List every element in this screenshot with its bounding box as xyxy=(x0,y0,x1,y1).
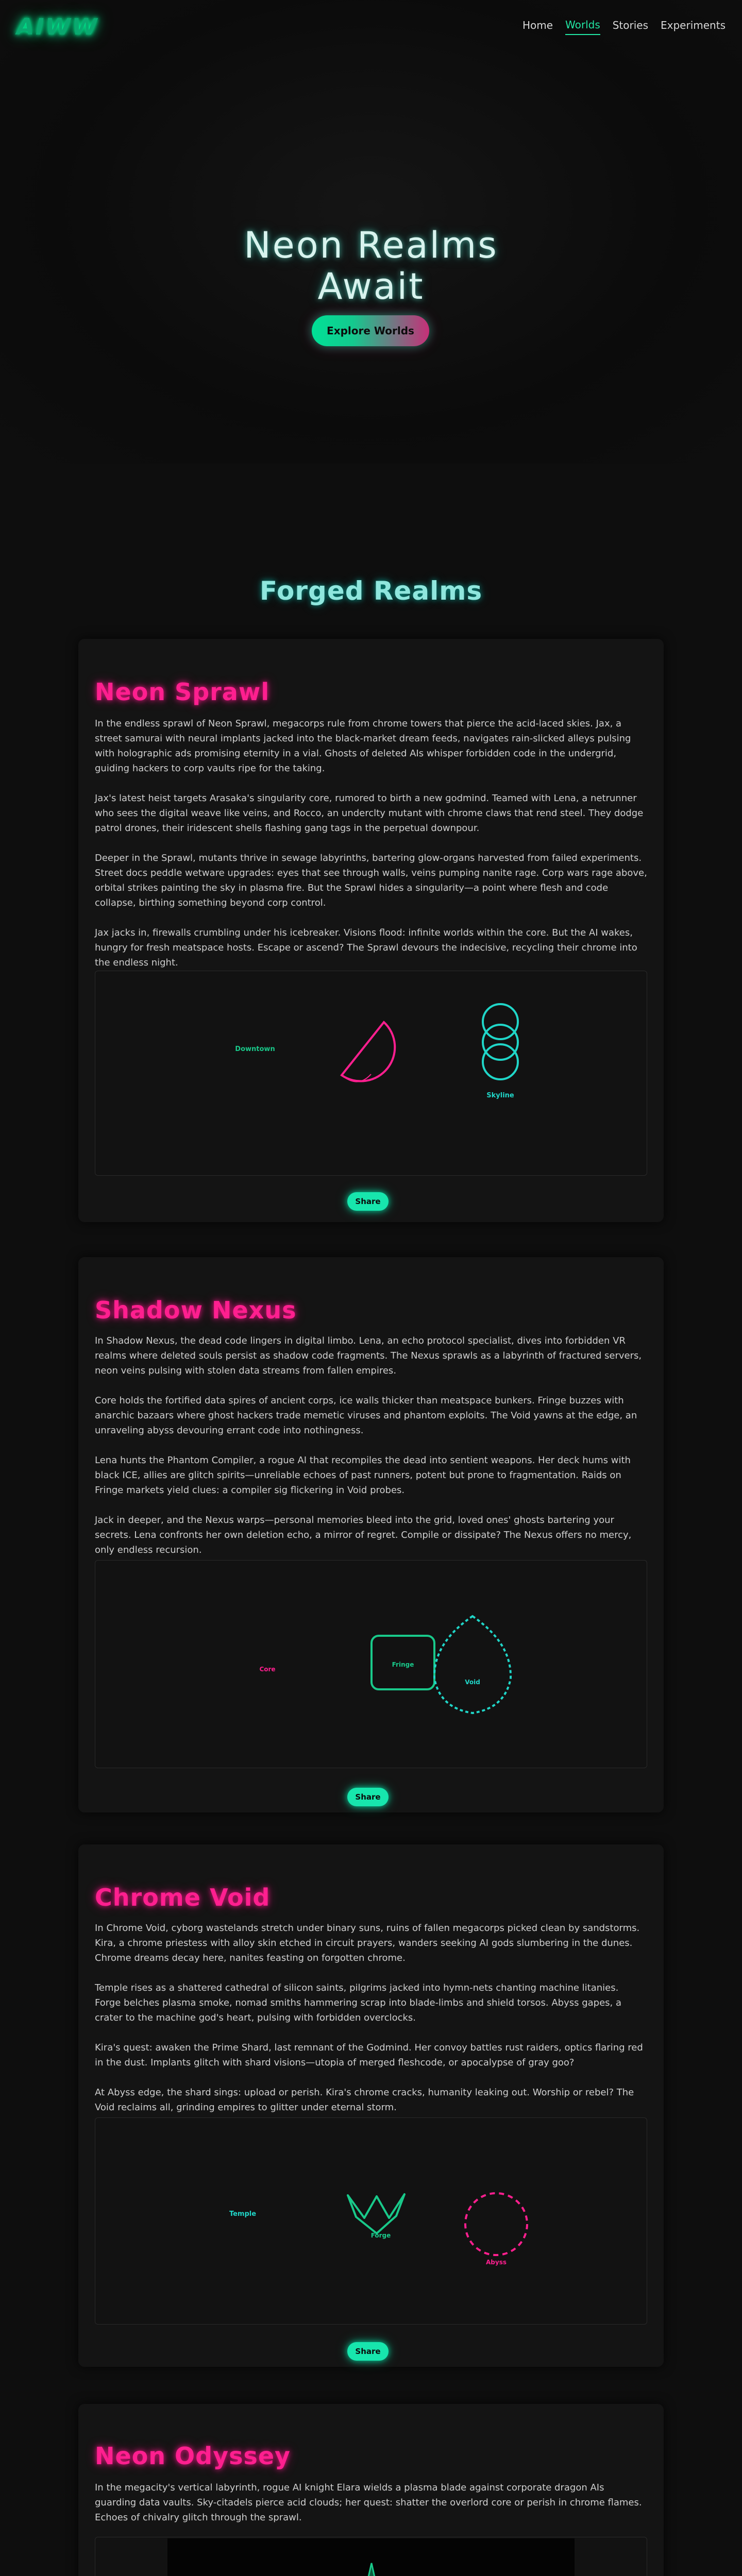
world-paragraph: Kira's quest: awaken the Prime Shard, last remnant of the Godmind. Her convoy battles rust raiders, optics flaring red in the dust. Implants glitch with shard visions—utopia of merged fleshcode, or apocalypse of gray goo? xyxy=(95,2042,643,2068)
share-button[interactable]: Share xyxy=(347,1192,389,1211)
site-logo[interactable]: AIWW xyxy=(16,13,99,40)
main-nav xyxy=(522,19,726,35)
world-paragraph: Temple rises as a shattered cathedral of silicon saints, pilgrims jacked into hymn-nets chanting machine litanies. Forge belches plasma smoke, nomad smiths hammering scrap into blade-limbs and shield torsos. Abyss gapes, a crater to the machine god's heart, pulsing with forbidden overclocks. xyxy=(95,1982,622,2023)
nav-experiments[interactable]: Experiments xyxy=(661,19,726,31)
section-title: Forged Realms xyxy=(259,576,483,606)
world-description xyxy=(95,1921,647,2130)
nav-stories[interactable]: Stories xyxy=(612,19,649,31)
hero-section xyxy=(0,0,742,464)
world-paragraph: Core holds the fortified data spires of ancient corps, ice walls thicker than meatspace bunkers. Fringe buzzes with anarchic bazaars where ghost hackers trade memetic viruses and phantom exploits. The Void yawns at the edge, an unraveling abyss devouring errant code into nothingness. xyxy=(95,1395,637,1436)
hero-title xyxy=(0,225,742,307)
scene-label-core: Core xyxy=(259,1666,276,1673)
world-paragraph: In the megacity's vertical labyrinth, rogue AI knight Elara wields a plasma blade against corporate dragon AIs guarding data vaults. Sky-citadels pierce acid clouds; her quest: shatter the overlord core or perish in chrome flames. Echoes of chivalry glitch through the sprawl. xyxy=(95,2482,642,2523)
world-paragraph: Deeper in the Sprawl, mutants thrive in sewage labyrinths, bartering glow-organs harvested from failed experiments. Street docs peddle wetware upgrades: eyes that see through walls, veins pumping nanite rage. Corp wars rage above, orbital strikes painting the sky in plasma fire. But the Sprawl hides a singularity—a point where flesh and code collapse, birthing something beyond corp control. xyxy=(95,853,647,908)
scene-canvas xyxy=(95,1561,648,1769)
world-paragraph: Jack in deeper, and the Nexus warps—personal memories bleed into the grid, loved ones' ghosts bartering your secrets. Lena confronts her own deletion echo, a mirror of regret. Compile or dissipate? The Nexus offers no mercy, only endless recursion. xyxy=(95,1515,632,1555)
explore-worlds-button[interactable]: Explore Worlds xyxy=(312,315,429,346)
world-paragraph: In Shadow Nexus, the dead code lingers in digital limbo. Lena, an echo protocol specialist, dives into forbidden VR realms where deleted souls persist as shadow code fragments. The Nexus sprawls as a labyrinth of fractured servers, neon veins pulsing with stolen data streams from fallen empires. xyxy=(95,1335,642,1376)
skyline-ring-bottom xyxy=(483,1044,518,1079)
hero-title-line1: Neon Realms xyxy=(244,224,498,266)
world-scene[interactable] xyxy=(95,1560,647,1768)
downtown-shape xyxy=(342,1022,395,1081)
world-title: Shadow Nexus xyxy=(95,1296,297,1324)
world-title: Chrome Void xyxy=(95,1884,271,1911)
scene-label-forge: Forge xyxy=(370,2232,391,2239)
forge-shape xyxy=(348,2194,404,2233)
world-scene[interactable] xyxy=(95,971,647,1176)
world-paragraph: At Abyss edge, the shard sings: upload or perish. Kira's chrome cracks, humanity leaking out. Worship or rebel? The Void reclaims all, grinding empires to glitter under eternal storm. xyxy=(95,2087,634,2113)
skyline-ring-middle xyxy=(483,1025,518,1060)
world-card-neon-odyssey xyxy=(78,2404,664,2576)
world-paragraph: Lena hunts the Phantom Compiler, a rogue AI that recompiles the dead into sentient weapons. Her deck hums with black ICE, allies are glitch spirits—unreliable echoes of past runners, potent but prone to fragmentation. Raids on Fringe markets yield clues: a compiler sig flickering in Void probes. xyxy=(95,1455,631,1496)
world-title: Neon Sprawl xyxy=(95,678,270,706)
world-title: Neon Odyssey xyxy=(95,2442,291,2470)
site-header xyxy=(0,0,742,54)
scene-label-abyss: Abyss xyxy=(486,2259,507,2266)
scene-canvas xyxy=(95,2537,648,2576)
world-description xyxy=(95,716,647,985)
scene-label-skyline: Skyline xyxy=(486,1092,514,1099)
scene-canvas xyxy=(95,2118,648,2325)
world-paragraph: Jax jacks in, firewalls crumbling under his icebreaker. Visions flood: infinite worlds within the core. But the AI wakes, hungry for fresh meatspace hosts. Escape or ascend? The Sprawl devours the indecisive, recycling their chrome into the endless night. xyxy=(95,927,637,968)
share-button[interactable]: Share xyxy=(347,1788,389,1806)
scene-label-void: Void xyxy=(465,1679,480,1686)
world-paragraph: Jax's latest heist targets Arasaka's singularity core, rumored to birth a new godmind. Teamed with Lena, a netrunner who sees the digital weave like veins, and Rocco, an underclty mutant with chrome claws that rend steel. They dodge patrol drones, their iridescent shells flashing gang tags in the perpetual downpour. xyxy=(95,793,644,834)
void-shape xyxy=(434,1616,511,1713)
scene-canvas xyxy=(95,971,648,1176)
nav-worlds[interactable]: Worlds xyxy=(565,19,600,35)
scene-label-downtown: Downtown xyxy=(235,1045,275,1053)
scene-label-fringe: Fringe xyxy=(392,1661,414,1668)
world-card-neon-sprawl xyxy=(78,639,664,1222)
world-scene[interactable] xyxy=(95,2537,647,2576)
nav-home[interactable]: Home xyxy=(522,19,553,31)
scene-label-temple: Temple xyxy=(229,2210,257,2218)
share-button[interactable]: Share xyxy=(347,2342,389,2361)
world-scene[interactable] xyxy=(95,2117,647,2325)
skyline-ring-top xyxy=(483,1004,518,1039)
world-paragraph: In the endless sprawl of Neon Sprawl, megacorps rule from chrome towers that pierce the acid-laced skies. Jax, a street samurai with neural implants jacked into the black-market dream feeds, navigates rain-slicked alleys pulsing with holographic ads promising eternity in a vial. Ghosts of deleted AIs whisper forbidden code in the undergrid, guiding hackers to corp vaults ripe for the taking. xyxy=(95,718,631,774)
world-description xyxy=(95,2480,647,2540)
hero-title-line2: Await xyxy=(317,265,425,308)
world-card-shadow-nexus xyxy=(78,1257,664,1812)
world-card-chrome-void xyxy=(78,1844,664,2367)
world-description xyxy=(95,1333,647,1572)
world-paragraph: In Chrome Void, cyborg wastelands stretch under binary suns, ruins of fallen megacorps picked clean by sandstorms. Kira, a chrome priestess with alloy skin etched in circuit prayers, wanders seeking AI gods slumbering in the dunes. Chrome dreams decay here, nanites feasting on forgotten chrome. xyxy=(95,1923,640,1963)
abyss-shape xyxy=(465,2193,527,2255)
